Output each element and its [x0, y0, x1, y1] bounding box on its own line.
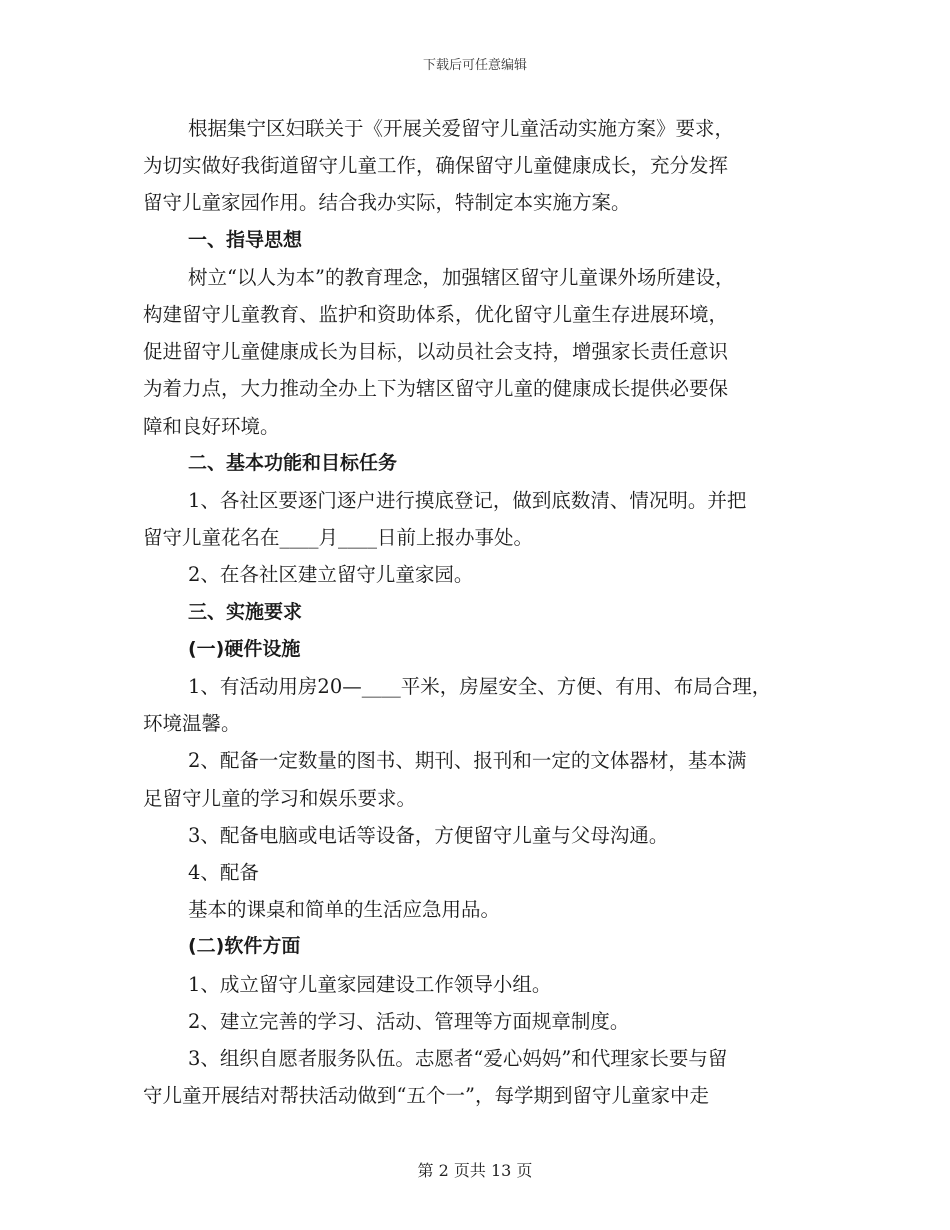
section2-item1-line: 1、各社区要逐门逐户进行摸底登记，做到底数清、情况明。并把 [188, 489, 747, 513]
section1-line: 促进留守儿童健康成长为目标，以动员社会支持，增强家长责任意识 [143, 340, 729, 364]
section-heading-1: 一、指导思想 [188, 228, 303, 251]
intro-line: 根据集宁区妇联关于《开展关爱留守儿童活动实施方案》要求， [188, 117, 735, 140]
hardware-item1-line: 1、有活动用房20—____平米，房屋安全、方便、有用、布局合理， [188, 675, 772, 699]
subsection-heading-software: (二)软件方面 [188, 935, 301, 958]
section2-item1-line: 留守儿童花名在____月____日前上报办事处。 [143, 526, 534, 550]
page-header: 下载后可任意编辑 [422, 58, 527, 73]
software-item3-line: 3、组织自愿者服务队伍。志愿者“爱心妈妈”和代理家长要与留 [188, 1047, 728, 1071]
hardware-item2-line: 足留守儿童的学习和娱乐要求。 [143, 786, 417, 810]
hardware-item1-line: 环境温馨。 [143, 712, 241, 736]
section2-item2: 2、在各社区建立留守儿童家园。 [188, 563, 474, 587]
subsection-heading-hardware: (一)硬件设施 [188, 637, 301, 660]
hardware-item2-line: 2、配备一定数量的图书、期刊、报刊和一定的文体器材，基本满 [188, 749, 747, 773]
section1-line: 树立“以人为本”的教育理念，加强辖区留守儿童课外场所建设， [188, 265, 735, 289]
section1-line: 障和良好环境。 [143, 414, 280, 438]
section1-line: 构建留守儿童教育、监护和资助体系，优化留守儿童生存进展环境， [143, 303, 729, 327]
section-heading-2: 二、基本功能和目标任务 [188, 451, 398, 474]
section1-line: 为着力点，大力推动全办上下为辖区留守儿童的健康成长提供必要保 [143, 377, 729, 401]
hardware-item4-line: 4、配备 [188, 861, 259, 885]
hardware-item3: 3、配备电脑或电话等设备，方便留守儿童与父母沟通。 [188, 823, 669, 847]
software-item1: 1、成立留守儿童家园建设工作领导小组。 [188, 972, 552, 996]
section-heading-3: 三、实施要求 [188, 600, 303, 623]
hardware-item4-line: 基本的课桌和简单的生活应急用品。 [188, 898, 501, 922]
page-footer: 第 2 页共 13 页 [417, 1161, 533, 1180]
software-item2: 2、建立完善的学习、活动、管理等方面规章制度。 [188, 1009, 630, 1033]
document-body [143, 110, 823, 1114]
software-item3-line: 守儿童开展结对帮扶活动做到“五个一”，每学期到留守儿童家中走 [143, 1084, 709, 1108]
intro-line: 留守儿童家园作用。结合我办实际，特制定本实施方案。 [143, 191, 631, 215]
intro-line: 为切实做好我街道留守儿童工作，确保留守儿童健康成长，充分发挥 [143, 154, 729, 178]
